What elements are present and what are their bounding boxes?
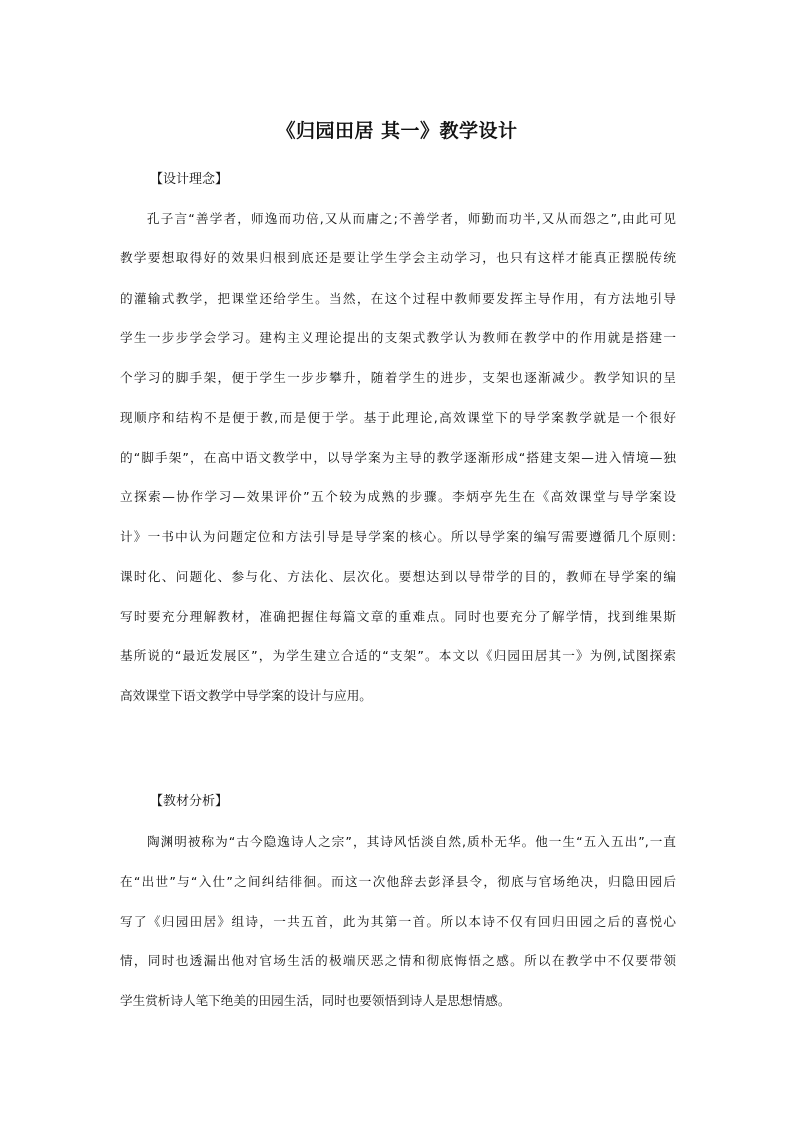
paragraph-line: 孔子言“善学者，师逸而功倍,又从而庸之;不善学者，师勤而功半,又从而怨之”,由此可见 bbox=[147, 211, 676, 226]
paragraph-line: 情，同时也透漏出他对官场生活的极端厌恶之情和彻底悔悟之感。所以在教学中不仅要带领 bbox=[120, 953, 676, 968]
paragraph-line: 陶渊明被称为“古今隐逸诗人之宗”，其诗风恬淡自然,质朴无华。他一生“五入五出”,一直 bbox=[147, 834, 676, 849]
document-title: 《归园田居 其一》教学设计 bbox=[276, 120, 518, 142]
paragraph-line: 写时要充分理解教材，准确把握住每篇文章的重难点。同时也要充分了解学情，找到维果斯 bbox=[120, 609, 676, 624]
paragraph-line: 学生赏析诗人笔下绝美的田园生活，同时也要领悟到诗人是思想情感。 bbox=[120, 993, 511, 1008]
paragraph-line: 基所说的“最近发展区”，为学生建立合适的“支架”。本文以《归园田居其一》为例,试图探索 bbox=[120, 648, 676, 663]
paragraph-line: 的“脚手架”，在高中语文教学中，以导学案为主导的教学逐渐形成“搭建支架—进入情境—独 bbox=[120, 450, 676, 465]
paragraph-line: 现顺序和结构不是便于教,而是便于学。基于此理论,高效课堂下的导学案教学就是一个很好 bbox=[120, 410, 676, 425]
paragraph-line: 在“出世”与“入仕”之间纠结徘徊。而这一次他辞去彭泽县令，彻底与官场绝决，归隐田园后 bbox=[120, 874, 676, 889]
section-heading-design-concept: 【设计理念】 bbox=[150, 172, 229, 187]
paragraph-line: 的灌输式教学，把课堂还给学生。当然，在这个过程中教师要发挥主导作用，有方法地引导 bbox=[120, 291, 676, 306]
paragraph-line: 教学要想取得好的效果归根到底还是要让学生学会主动学习，也只有这样才能真正摆脱传统 bbox=[120, 250, 676, 265]
paragraph-line: 学生一步步学会学习。建构主义理论提出的支架式教学认为教师在教学中的作用就是搭建一 bbox=[120, 330, 676, 345]
paragraph-line: 立探索—协作学习—效果评价”五个较为成熟的步骤。李炳亭先生在《高效课堂与导学案设 bbox=[120, 489, 676, 504]
paragraph-line: 个学习的脚手架，便于学生一步步攀升，随着学生的进步，支架也逐渐减少。教学知识的呈 bbox=[120, 370, 676, 385]
paragraph-line: 写了《归园田居》组诗，一共五首，此为其第一首。所以本诗不仅有回归田园之后的喜悦心 bbox=[120, 914, 676, 929]
section-heading-textbook-analysis: 【教材分析】 bbox=[150, 794, 229, 809]
paragraph-line: 课时化、问题化、参与化、方法化、层次化。要想达到以导带学的目的，教师在导学案的编 bbox=[120, 569, 676, 584]
paragraph-line: 计》一书中认为问题定位和方法引导是导学案的核心。所以导学案的编写需要遵循几个原则: bbox=[120, 529, 676, 544]
paragraph-line: 高效课堂下语文教学中导学案的设计与应用。 bbox=[120, 688, 372, 703]
